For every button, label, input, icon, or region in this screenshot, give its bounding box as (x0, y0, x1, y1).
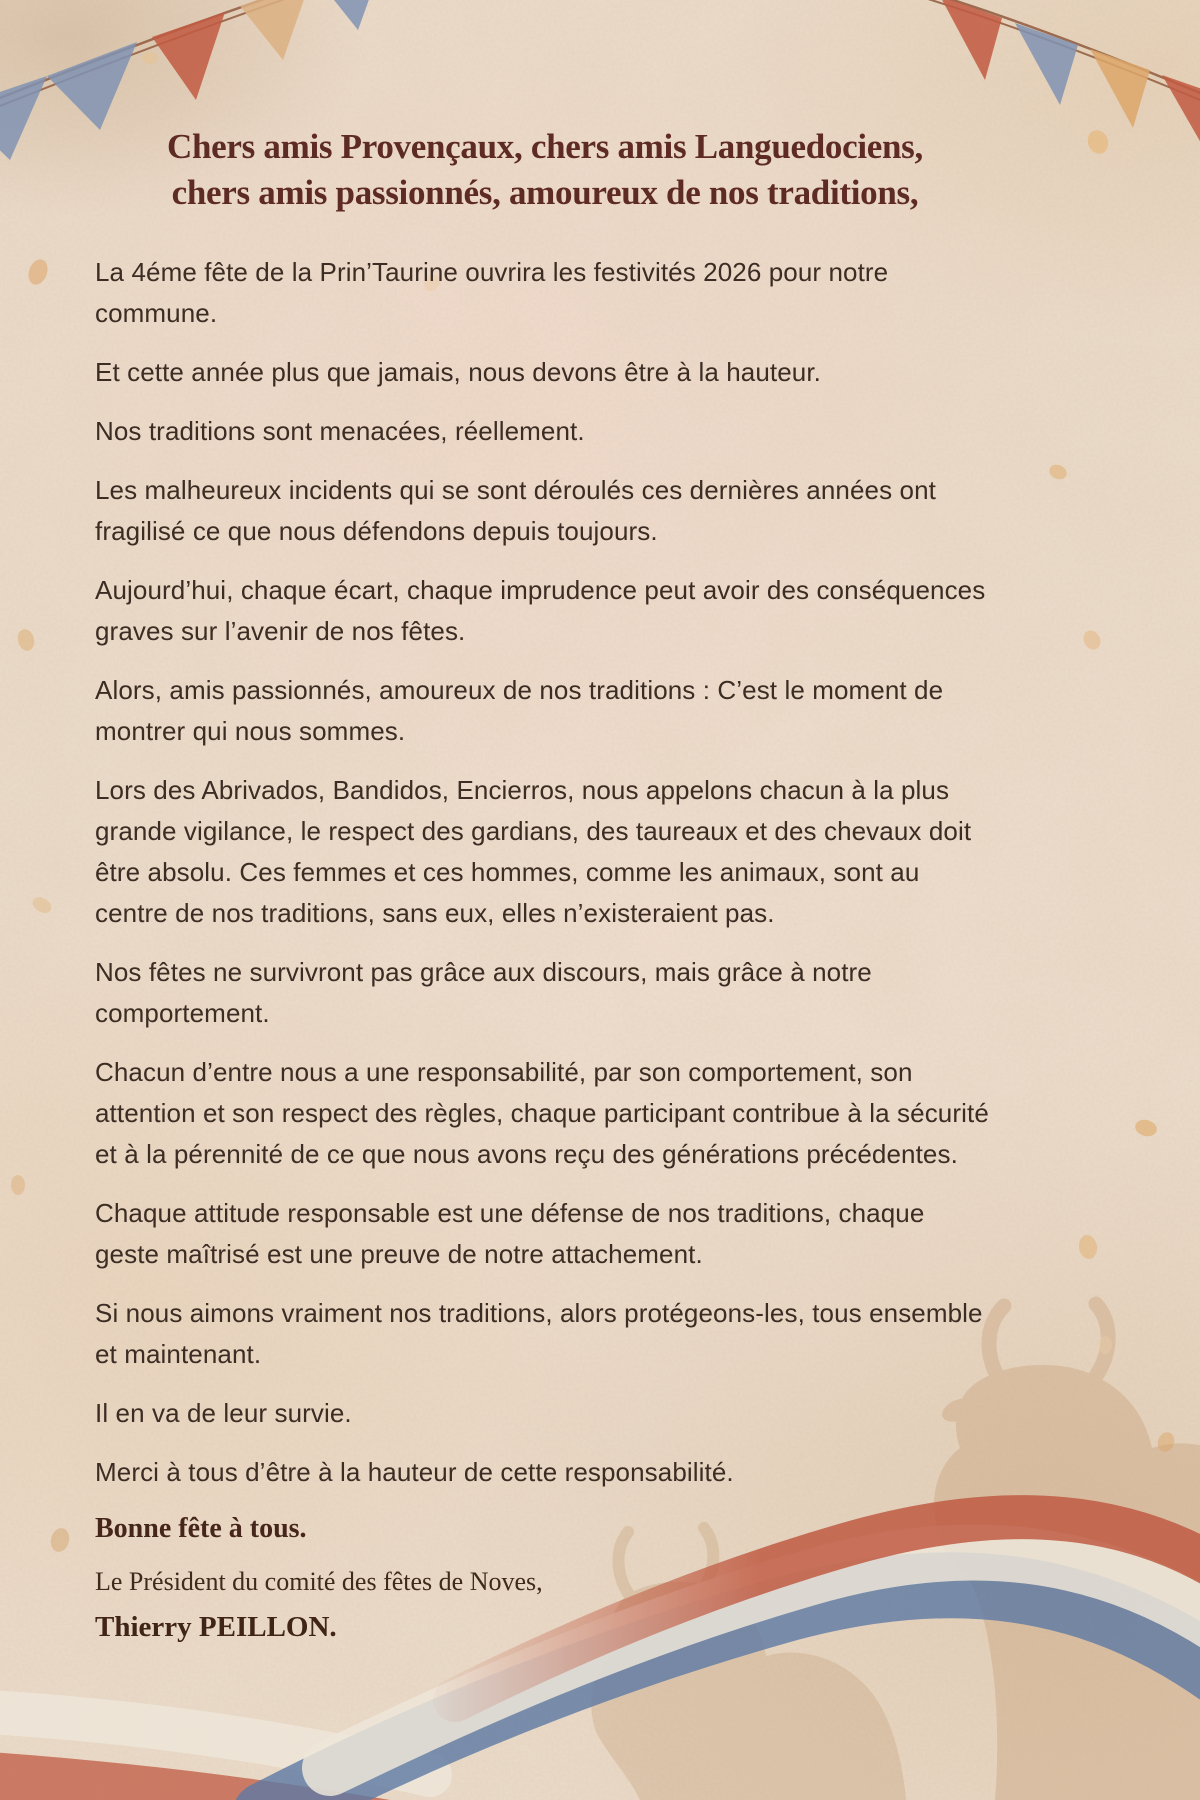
letter-paragraph: Chacun d’entre nous a une responsabilité, par son comportement, son attention et son respect des règles, chaque participant contribue à la sécurité et à la pérennité de ce que nous avons reçu des générations précédentes. (95, 1057, 989, 1169)
letter-paragraph: Chaque attitude responsable est une défense de nos traditions, chaque geste maîtrisé est une preuve de notre attachement. (95, 1198, 925, 1269)
letter-paragraph: Alors, amis passionnés, amoureux de nos traditions : C’est le moment de montrer qui nous sommes. (95, 675, 944, 746)
letter-paragraph: La 4éme fête de la Prin’Taurine ouvrira les festivités 2026 pour notre commune. (95, 257, 889, 328)
letter-paragraph: Si nous aimons vraiment nos traditions, alors protégeons-les, tous ensemble et maintenant. (95, 1298, 983, 1369)
signature-name: Thierry PEILLON. (95, 1611, 337, 1643)
letter-closing: Bonne fête à tous. (95, 1513, 307, 1544)
signature-role: Le Président du comité des fêtes de Noves, (95, 1567, 543, 1596)
letter-paragraph: Les malheureux incidents qui se sont déroulés ces dernières années ont fragilisé ce que nous défendons depuis toujours. (95, 475, 936, 546)
letter-heading (95, 124, 995, 216)
heading-line-2: chers amis passionnés, amoureux de nos traditions, (171, 173, 919, 212)
letter-paragraph: Lors des Abrivados, Bandidos, Encierros, nous appelons chacun à la plus grande vigilance, le respect des gardians, des taureaux et des chevaux doit être absolu. Ces femmes et ces hommes, comme les animaux, sont au centre de nos traditions, sans eux, elles n’existeraient pas. (95, 775, 972, 928)
letter-paragraph: Nos fêtes ne survivront pas grâce aux discours, mais grâce à notre comportement. (95, 957, 872, 1028)
heading-line-1: Chers amis Provençaux, chers amis Languedociens, (167, 127, 923, 166)
letter-body (95, 124, 995, 1645)
letter-paragraph: Il en va de leur survie. (95, 1398, 352, 1428)
letter-paragraph: Et cette année plus que jamais, nous devons être à la hauteur. (95, 357, 822, 387)
letter-paragraph: Aujourd’hui, chaque écart, chaque imprudence peut avoir des conséquences graves sur l’avenir de nos fêtes. (95, 575, 986, 646)
letter-paragraph: Merci à tous d’être à la hauteur de cette responsabilité. (95, 1457, 734, 1487)
letter-paragraph: Nos traditions sont menacées, réellement. (95, 416, 585, 446)
